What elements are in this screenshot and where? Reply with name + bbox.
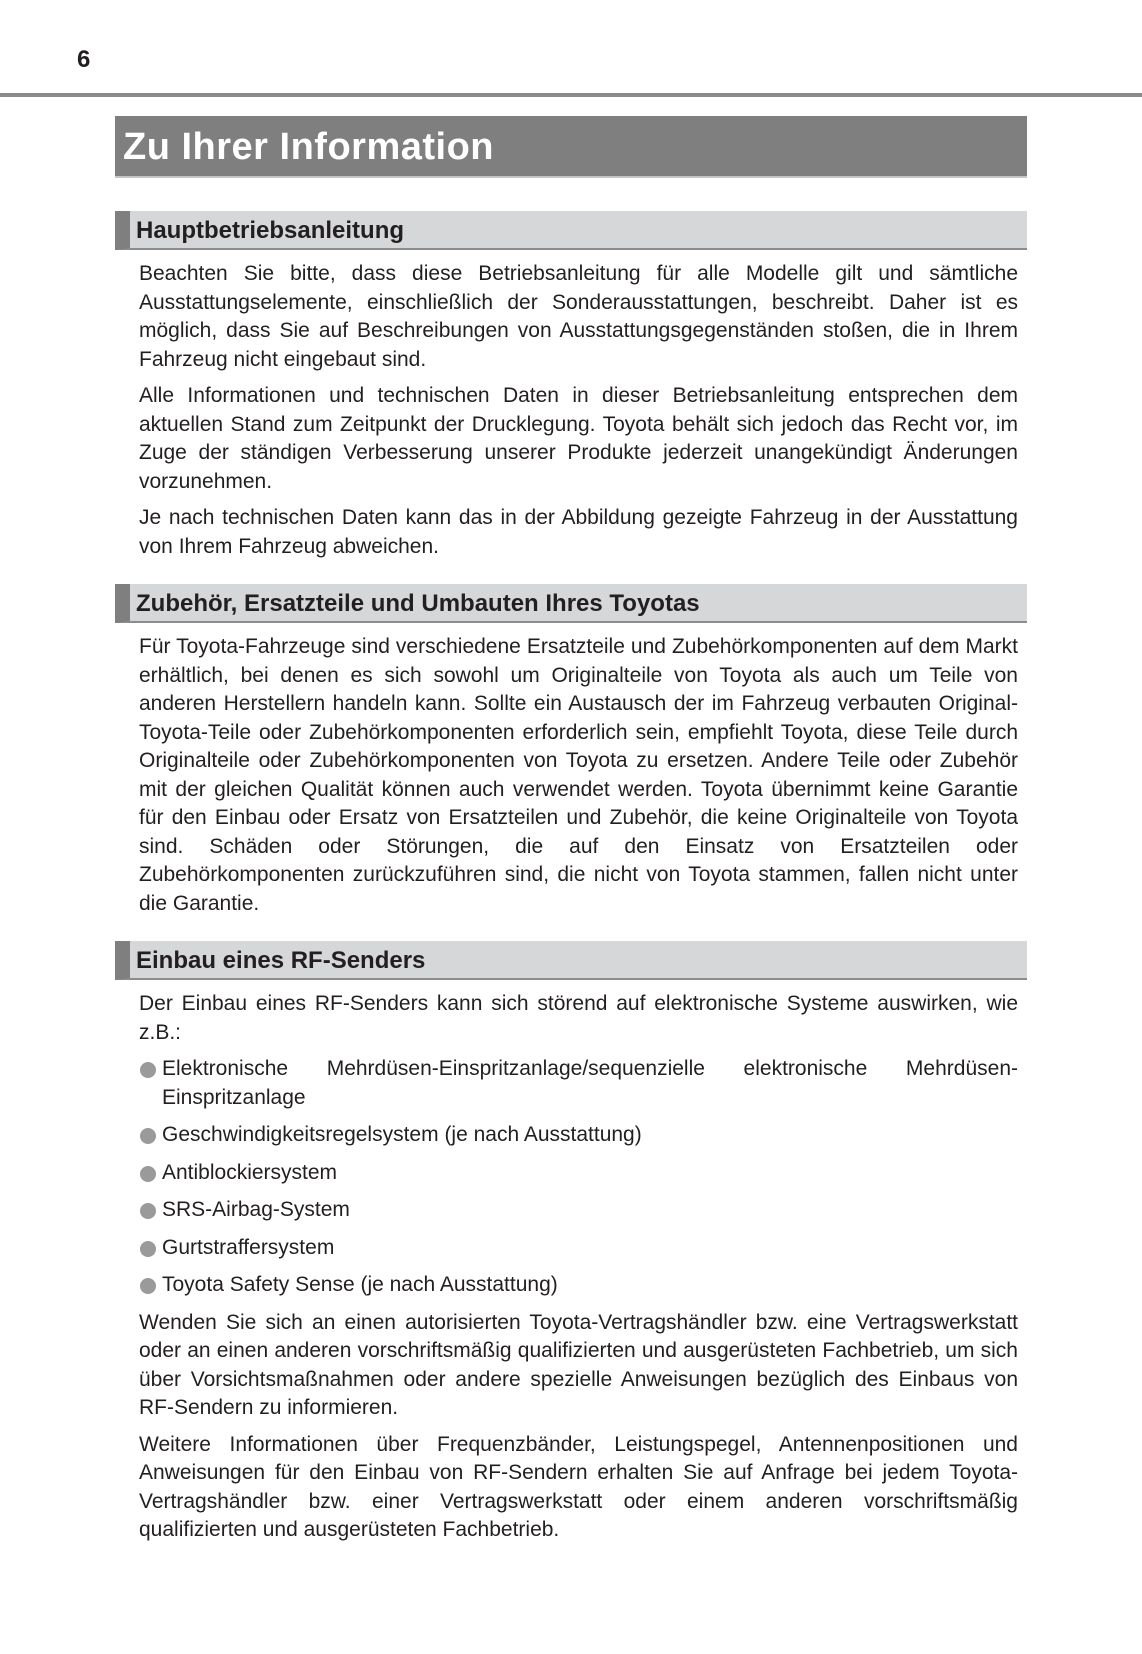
section-body [115,980,1027,1562]
bullet-icon [140,1203,156,1219]
list-item [139,1196,1018,1225]
paragraph: Je nach technischen Daten kann das in der Abbildung gezeigte Fahrzeug in der Ausstattung von Ihrem Fahrzeug abweichen. [139,506,1018,558]
section-body [115,623,1027,935]
section-heading-zubehoer: Zubehör, Ersatzteile und Umbauten Ihres Toyotas [115,584,1027,623]
list-item-text: Antiblockiersystem [162,1160,338,1184]
section-heading-rf-sender: Einbau eines RF-Senders [115,941,1027,980]
list-item [139,1234,1018,1263]
list-item-text: Geschwindigkeitsregelsystem (je nach Ausstattung) [162,1123,642,1146]
bullet-icon [140,1128,156,1144]
list-item [139,1271,1018,1300]
list-item [139,1055,1018,1112]
paragraph: Alle Informationen und technischen Daten in dieser Betriebsanleitung entsprechen dem aktuellen Stand zum Zeitpunkt der Drucklegung. Toyota behält sich jedoch das Recht vor, im Zuge der ständigen Verbesserung unserer Produkte jederzeit unangekündigt Änderungen vorzunehmen. [139,384,1018,493]
bullet-icon [140,1278,156,1294]
header-rule [0,93,1142,97]
list-item-text: Elektronische Mehrdüsen-Einspritzanlage/sequenzielle elektronische Mehrdüsen-Einspritzanlage [162,1057,1018,1109]
paragraph: Wenden Sie sich an einen autorisierten Toyota-Vertragshändler bzw. eine Vertragswerkstatt oder an einen anderen vorschriftsmäßig qualifizierten und ausgerüsteten Fachbetrieb, um sich über Vorsichtsmaßnahmen oder andere spezielle Anweisungen bezüglich des Einbaus von RF-Sendern zu informieren. [139,1310,1018,1419]
section-heading-hauptbetriebsanleitung: Hauptbetriebsanleitung [115,211,1027,250]
page-content [115,211,1027,1562]
paragraph: Beachten Sie bitte, dass diese Betriebsanleitung für alle Modelle gilt und sämtliche Ausstattungselemente, einschließlich der Sonderausstattungen, beschreibt. Daher ist es möglich, dass Sie auf Beschreibungen von Ausstattungsgegenständen stoßen, die in Ihrem Fahrzeug nicht eingebaut sind. [139,262,1018,371]
page-number: 6 [77,46,91,73]
section-body [115,250,1027,578]
bullet-icon [140,1062,156,1078]
list-item-text: SRS-Airbag-System [162,1198,350,1221]
paragraph: Weitere Informationen über Frequenzbänder, Leistungspegel, Antennenpositionen und Anweisungen für den Einbau von RF-Sendern erhalten Sie auf Anfrage bei jedem Toyota-Vertragshändler bzw. einer Vertragswerkstatt oder einem anderen vorschriftsmäßig qualifizierten und ausgerüsteten Fachbetrieb. [139,1432,1018,1541]
list-item [139,1159,1018,1188]
paragraph: Der Einbau eines RF-Senders kann sich störend auf elektronische Systeme auswirken, wie z.B.: [139,992,1018,1044]
list-item [139,1121,1018,1150]
page-title: Zu Ihrer Information [115,116,1027,178]
list-item-text: Toyota Safety Sense (je nach Ausstattung) [162,1273,558,1296]
paragraph: Für Toyota-Fahrzeuge sind verschiedene Ersatzteile und Zubehörkomponenten auf dem Markt erhältlich, bei denen es sich sowohl um Originalteile von Toyota als auch um Teile von anderen Herstellern handeln kann. Sollte ein Austausch der im Fahrzeug verbauten Original-Toyota-Teile oder Zubehörkomponenten erforderlich sein, empfiehlt Toyota, diese Teile durch Originalteile oder Zubehörkomponenten von Toyota zu ersetzen. Andere Teile oder Zubehör mit der gleichen Qualität können auch verwendet werden. Toyota übernimmt keine Garantie für den Einbau oder Ersatz von Ersatzteilen und Zubehör, die keine Originalteile von Toyota sind. Schäden oder Störungen, die auf den Einsatz von Ersatzteilen oder Zubehörkomponenten zurückzuführen sind, die nicht von Toyota stammen, fallen nicht unter die Garantie. [139,635,1018,915]
bullet-icon [140,1166,156,1182]
bullet-list [139,1055,1018,1300]
bullet-icon [140,1241,156,1257]
list-item-text: Gurtstraffersystem [162,1235,335,1259]
